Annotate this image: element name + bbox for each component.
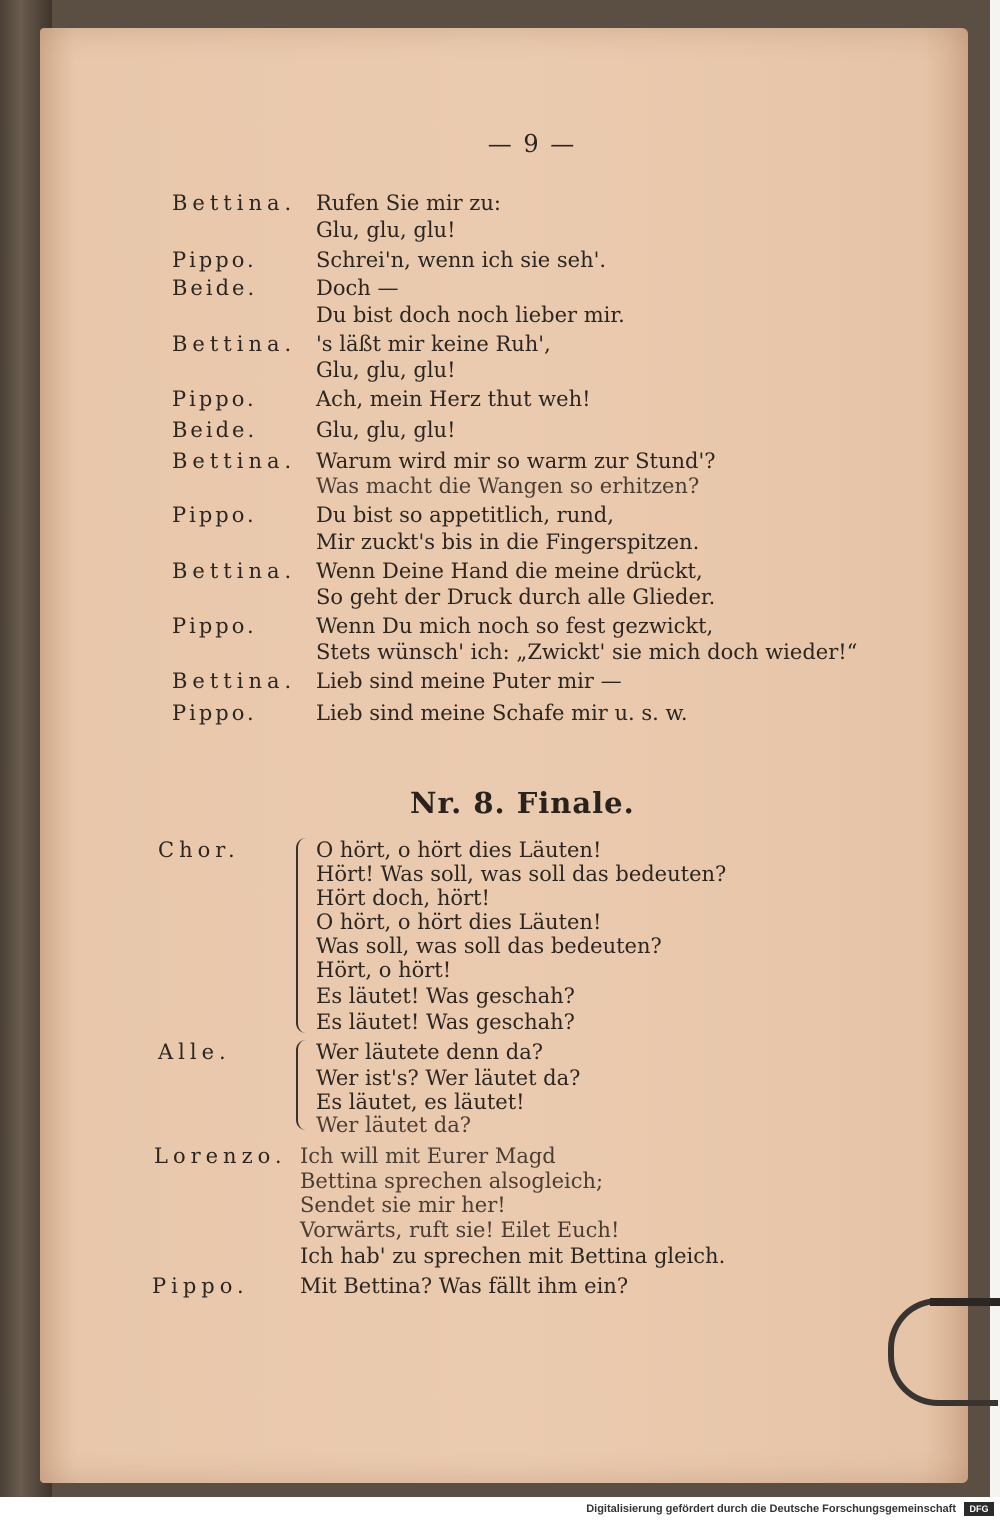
finale-line: Wer läutete denn da? <box>316 1040 544 1064</box>
dialogue-line: 's läßt mir keine Ruh', <box>316 332 551 356</box>
dialogue-row <box>0 387 1000 417</box>
speaker-label: Lorenzo. <box>154 1144 287 1168</box>
dialogue-line: Was macht die Wangen so erhitzen? <box>316 474 700 498</box>
finale-line: Ich will mit Eurer Magd <box>300 1144 556 1168</box>
finale-line: Hört, o hört! <box>316 958 452 982</box>
dialogue-line: Du bist doch noch lieber mir. <box>316 303 625 327</box>
finale-row <box>0 1113 1000 1143</box>
speaker-label: Alle. <box>158 1040 231 1064</box>
dialogue-row <box>0 503 1000 533</box>
dialogue-row <box>0 303 1000 333</box>
dfg-logo: DFG <box>964 1502 994 1516</box>
speaker-label: Pippo. <box>172 503 257 527</box>
dialogue-row <box>0 191 1000 221</box>
finale-line: Es läutet! Was geschah? <box>316 984 575 1008</box>
speaker-label: Beide. <box>172 418 258 442</box>
dialogue-line: Mir zuckt's bis in die Fingerspitzen. <box>316 530 700 554</box>
speaker-label: Chor. <box>158 838 240 862</box>
finale-line: O hört, o hört dies Läuten! <box>316 910 602 934</box>
dialogue-line: Warum wird mir so warm zur Stund'? <box>316 449 716 473</box>
finale-line: Vorwärts, ruft sie! Eilet Euch! <box>300 1218 620 1242</box>
finale-line: Es läutet, es läutet! <box>316 1090 525 1114</box>
dialogue-line: Wenn Du mich noch so fest gezwickt, <box>316 614 714 638</box>
dialogue-row <box>0 585 1000 615</box>
dialogue-row <box>0 474 1000 504</box>
finale-line: Sendet sie mir her! <box>300 1193 506 1217</box>
speaker-label: Bettina. <box>172 449 297 473</box>
speaker-label: Pippo. <box>172 387 257 411</box>
dialogue-line: Lieb sind meine Puter mir — <box>316 669 622 693</box>
finale-line: Was soll, was soll das bedeuten? <box>316 934 662 958</box>
dialogue-line: Ach, mein Herz thut weh! <box>316 387 591 411</box>
section-title: Nr. 8. Finale. <box>410 786 635 820</box>
footer-bar <box>0 1497 1000 1522</box>
dialogue-row <box>0 218 1000 248</box>
dialogue-line: Doch — <box>316 276 399 300</box>
dialogue-row <box>0 248 1000 278</box>
speaker-label: Bettina. <box>172 669 297 693</box>
paper-clip <box>888 1298 998 1406</box>
dialogue-line: Du bist so appetitlich, rund, <box>316 503 614 527</box>
dialogue-line: Glu, glu, glu! <box>316 218 456 242</box>
finale-line: Wer läutet da? <box>316 1113 471 1137</box>
speaker-label: Pippo. <box>152 1274 249 1298</box>
page-number: — 9 — <box>487 130 577 158</box>
dialogue-line: Stets wünsch' ich: „Zwickt' sie mich doch wieder!“ <box>316 640 858 664</box>
finale-line: O hört, o hört dies Läuten! <box>316 838 602 862</box>
dialogue-row <box>0 701 1000 731</box>
dialogue-row <box>0 530 1000 560</box>
dialogue-row <box>0 276 1000 306</box>
finale-line: Hört! Was soll, was soll das bedeuten? <box>316 862 727 886</box>
finale-line: Ich hab' zu sprechen mit Bettina gleich. <box>300 1244 726 1268</box>
speaker-label: Pippo. <box>172 701 257 725</box>
finale-line: Mit Bettina? Was fällt ihm ein? <box>300 1274 629 1298</box>
dialogue-line: So geht der Druck durch alle Glieder. <box>316 585 716 609</box>
finale-line: Es läutet! Was geschah? <box>316 1010 575 1034</box>
paper-clip-bar <box>930 1298 1000 1306</box>
finale-row <box>0 1244 1000 1274</box>
dialogue-row <box>0 669 1000 699</box>
dialogue-line: Glu, glu, glu! <box>316 418 456 442</box>
speaker-label: Beide. <box>172 276 258 300</box>
funding-credit: Digitalisierung gefördert durch die Deutsche Forschungsgemeinschaft <box>586 1503 956 1515</box>
dialogue-row <box>0 640 1000 670</box>
dialogue-line: Glu, glu, glu! <box>316 358 456 382</box>
dialogue-line: Schrei'n, wenn ich sie seh'. <box>316 248 607 272</box>
speaker-label: Bettina. <box>172 332 297 356</box>
dialogue-row <box>0 418 1000 448</box>
finale-row <box>0 1010 1000 1040</box>
dialogue-line: Lieb sind meine Schafe mir u. s. w. <box>316 701 688 725</box>
dialogue-line: Wenn Deine Hand die meine drückt, <box>316 559 703 583</box>
dialogue-line: Rufen Sie mir zu: <box>316 191 501 215</box>
finale-line: Bettina sprechen alsogleich; <box>300 1169 604 1193</box>
dialogue-row <box>0 358 1000 388</box>
speaker-label: Pippo. <box>172 614 257 638</box>
speaker-label: Bettina. <box>172 559 297 583</box>
finale-line: Hört doch, hört! <box>316 886 490 910</box>
finale-line: Wer ist's? Wer läutet da? <box>316 1066 581 1090</box>
speaker-label: Bettina. <box>172 191 297 215</box>
speaker-label: Pippo. <box>172 248 257 272</box>
finale-row <box>0 1274 1000 1304</box>
